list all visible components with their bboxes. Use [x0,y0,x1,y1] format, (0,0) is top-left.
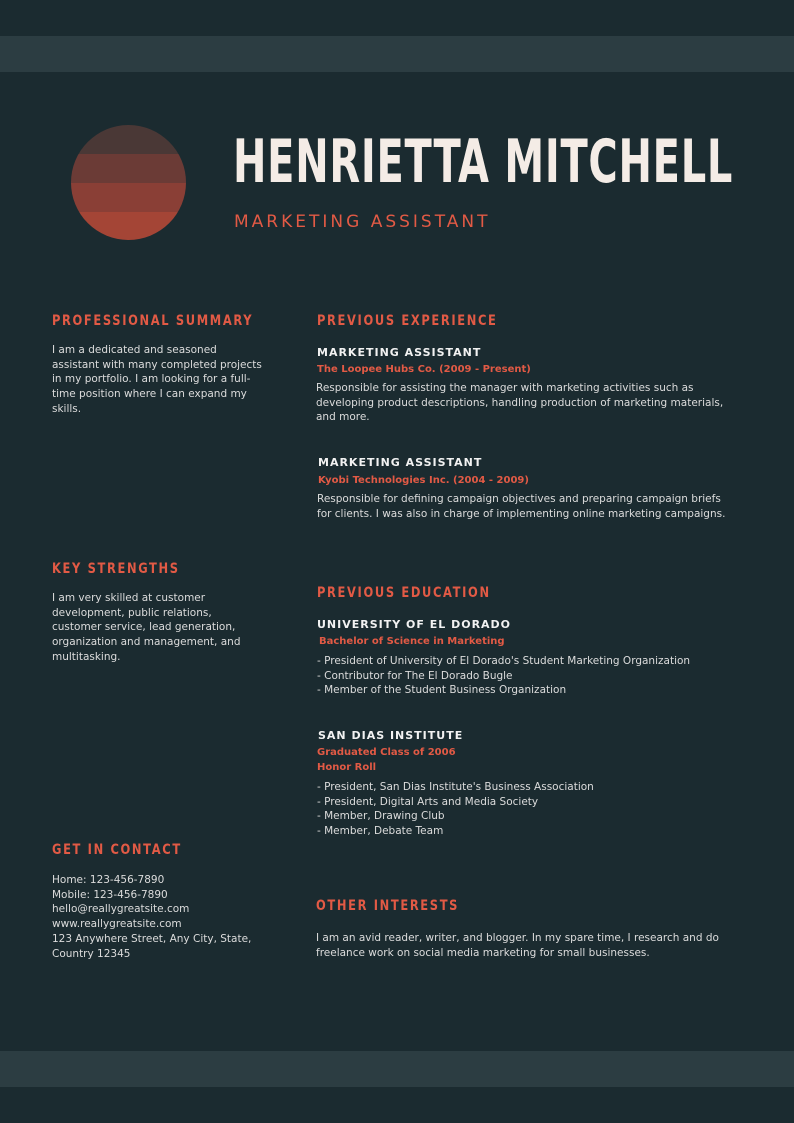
contact-website[interactable]: www.reallygreatsite.com [52,918,182,931]
school-graduation: Graduated Class of 2006 [317,747,456,758]
experience-heading: PREVIOUS EXPERIENCE [317,313,498,329]
summary-heading: PROFESSIONAL SUMMARY [52,313,254,329]
school-activities [317,780,594,839]
activity-item: - Member of the Student Business Organization [317,684,567,697]
school-degree: Bachelor of Science in Marketing [319,636,505,647]
strengths-text: I am very skilled at customer development, public relations, customer service, lead generation, organization and management, and multitasking. [52,592,241,663]
contact-details [52,873,274,961]
education-heading: PREVIOUS EDUCATION [317,585,491,601]
school-name: SAN DIAS INSTITUTE [318,729,464,742]
contact-home: Home: 123-456-7890 [52,874,165,886]
job-company: Kyobi Technologies Inc. (2004 - 2009) [318,475,529,486]
striped-circle-logo [71,125,186,240]
school-honor: Honor Roll [317,762,377,773]
contact-email[interactable]: hello@reallygreatsite.com [52,903,190,916]
bottom-band [0,1051,794,1087]
job-description: Responsible for assisting the manager with marketing activities such as developing product descriptions, handling production of marketing materials, and more. [316,382,724,424]
summary-text: I am a dedicated and seasoned assistant with many completed projects in my portfolio. I am looking for a full-time position where I can expand my skills. [52,344,262,415]
interests-heading: OTHER INTERESTS [316,898,460,914]
interests-text: I am an avid reader, writer, and blogger. In my spare time, I research and do freelance work on social media marketing for small businesses. [316,932,719,959]
activity-item: - Member, Drawing Club [317,810,445,823]
job-title: MARKETING ASSISTANT [318,456,483,469]
contact-address: 123 Anywhere Street, Any City, State, Country 12345 [52,932,252,960]
strengths-heading: KEY STRENGTHS [52,561,180,577]
activity-item: - President, Digital Arts and Media Society [317,795,539,808]
candidate-role: MARKETING ASSISTANT [234,212,491,232]
job-company: The Loopee Hubs Co. (2009 - Present) [317,364,531,375]
job-description: Responsible for defining campaign objectives and preparing campaign briefs for clients. I was also in charge of implementing online marketing campaigns. [317,493,726,520]
contact-mobile: Mobile: 123-456-7890 [52,888,168,901]
activity-item: - Contributor for The El Dorado Bugle [317,669,513,682]
contact-heading: GET IN CONTACT [52,842,182,858]
activity-item: - President of University of El Dorado's Student Marketing Organization [317,655,691,667]
job-title: MARKETING ASSISTANT [317,346,482,359]
candidate-name: HENRIETTA MITCHELL [233,127,734,197]
school-name: UNIVERSITY OF EL DORADO [317,618,512,631]
top-band [0,36,794,72]
activity-item: - President, San Dias Institute's Business Association [317,781,594,793]
school-activities [317,654,690,698]
activity-item: - Member, Debate Team [317,825,444,838]
